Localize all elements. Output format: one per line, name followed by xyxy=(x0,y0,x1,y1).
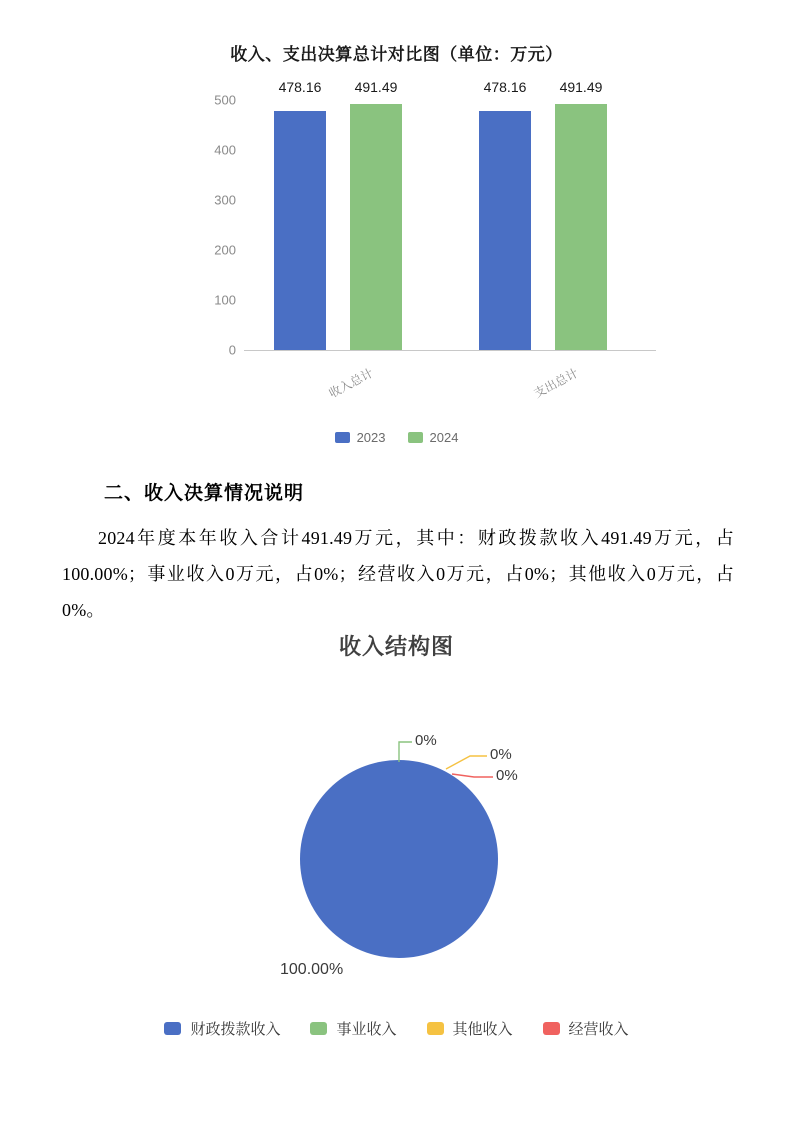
legend-item-financial-appropriation[interactable] xyxy=(164,1018,280,1039)
pie-chart-legend xyxy=(0,1018,793,1039)
pie-label-business-income: 0% xyxy=(496,767,518,784)
legend-item-2024[interactable] xyxy=(408,430,459,445)
y-tick-400: 400 xyxy=(214,142,236,158)
bar-rect[interactable] xyxy=(350,104,402,350)
pie-label-financial-appropriation: 100.00% xyxy=(280,961,344,978)
legend-label: 经营收入 xyxy=(568,1021,629,1038)
category-label-income: 收入总计 xyxy=(326,365,376,401)
legend-label: 事业收入 xyxy=(336,1021,397,1038)
pie-chart xyxy=(0,630,793,1060)
pie-chart-plot xyxy=(0,670,793,978)
y-tick-500: 500 xyxy=(214,92,236,108)
pie-chart-title: 收入结构图 xyxy=(338,634,454,659)
bar-chart xyxy=(0,40,793,470)
bar-chart-axis-area xyxy=(214,79,656,401)
bar-income-2024[interactable] xyxy=(350,79,402,350)
legend-swatch-icon xyxy=(427,1022,444,1035)
legend-label: 2024 xyxy=(429,430,459,445)
bar-value-label: 478.16 xyxy=(483,79,527,95)
y-tick-200: 200 xyxy=(214,242,236,258)
legend-swatch-icon xyxy=(164,1022,181,1035)
bar-value-label: 491.49 xyxy=(354,79,398,95)
y-tick-100: 100 xyxy=(214,292,236,308)
bar-value-label: 478.16 xyxy=(278,79,322,95)
bar-rect[interactable] xyxy=(479,111,531,350)
legend-item-other-income[interactable] xyxy=(427,1018,513,1039)
bar-rect[interactable] xyxy=(555,104,607,350)
legend-swatch-icon xyxy=(543,1022,560,1035)
y-tick-300: 300 xyxy=(214,192,236,208)
legend-item-undertaking-income[interactable] xyxy=(310,1018,396,1039)
legend-label: 财政拨款收入 xyxy=(190,1021,281,1038)
legend-item-business-income[interactable] xyxy=(543,1018,629,1039)
legend-label: 2023 xyxy=(356,430,386,445)
legend-item-2023[interactable] xyxy=(335,430,386,445)
section-paragraph: 2024年度本年收入合计491.49万元，其中：财政拨款收入491.49万元，占100.00%；事业收入0万元，占0%；经营收入0万元，占0%；其他收入0万元，占0%。 xyxy=(62,528,734,620)
bar-group-income xyxy=(274,79,402,401)
bar-expenditure-2024[interactable] xyxy=(555,79,607,350)
legend-swatch-icon xyxy=(408,432,423,443)
pie-label-undertaking-income: 0% xyxy=(415,732,437,749)
legend-swatch-icon xyxy=(310,1022,327,1035)
bar-value-label: 491.49 xyxy=(559,79,603,95)
bar-group-expenditure xyxy=(479,79,607,401)
y-tick-0: 0 xyxy=(228,342,236,358)
bar-chart-legend xyxy=(0,430,793,445)
bar-chart-title: 收入、支出决算总计对比图（单位：万元） xyxy=(230,45,563,64)
pie-leader-lines xyxy=(0,670,793,950)
pie-label-other-income: 0% xyxy=(490,746,512,763)
category-label-expenditure: 支出总计 xyxy=(531,365,581,401)
legend-swatch-icon xyxy=(335,432,350,443)
legend-label: 其他收入 xyxy=(452,1021,513,1038)
bar-rect[interactable] xyxy=(274,111,326,350)
section-heading: 二、收入决算情况说明 xyxy=(104,483,305,504)
bar-chart-plot xyxy=(196,79,656,401)
